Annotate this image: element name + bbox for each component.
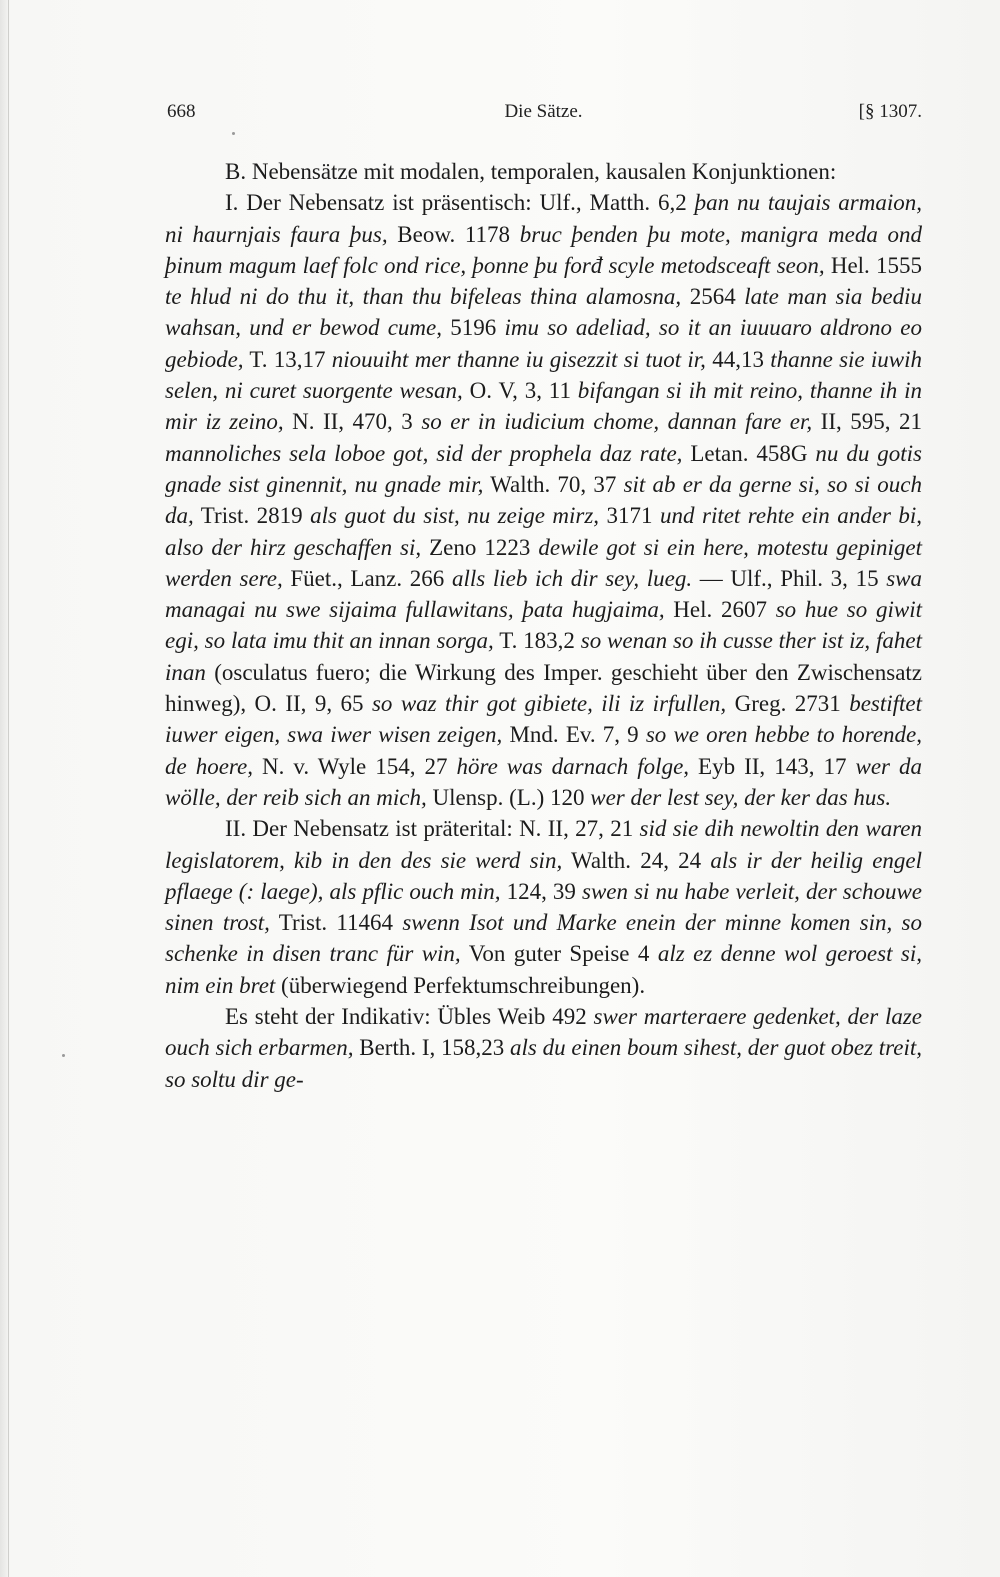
reference-text: 2564 [681, 284, 745, 310]
quotation-text: niouuiht mer thanne iu gisezzit si tuot ir, [331, 346, 706, 372]
quotation-text: imu so adeliad, so it an iuuuaro aldrono eo gebiode, [165, 315, 923, 372]
quotation-text: so hue so giwit egi, so lata imu thit an innan sorga, [165, 597, 922, 654]
quotation-text: wer der lest sey, der ker das hus. [590, 784, 892, 810]
reference-text: Zeno 1223 [421, 534, 539, 560]
quotation-text: nu du gotis gnade sist ginennit, nu gnade mir, [165, 440, 922, 497]
paragraph-para-I [165, 187, 922, 813]
quotation-text: höre was darnach folge, [456, 753, 690, 779]
reference-text: (überwiegend Perfektumschreibungen). [275, 972, 646, 998]
reference-text: Letan. 458G [682, 440, 816, 466]
running-title: Die Sätze. [504, 101, 583, 122]
reference-text: Walth. 24, 24 [562, 847, 711, 873]
quotation-text: als guot du sist, nu zeige mirz, [310, 503, 600, 529]
quotation-text: sid sie dih newoltin den waren legislatorem, kib in den des sie werd sin, [165, 816, 922, 873]
reference-text: 5196 [442, 315, 505, 341]
reference-text: Trist. 2819 [193, 503, 311, 529]
page-edge-shadow [8, 0, 9, 1577]
quotation-text: bifangan si ih mit reino, thanne ih in mir iz zeino, [165, 378, 922, 435]
quotation-text: swa managai nu swe sijaima fullawitans, þata hugjaima, [165, 565, 923, 623]
paragraph-para-indikativ [165, 1001, 922, 1095]
quotation-text: als ir der heilig engel pflaege (: laege), als pflic ouch min, [165, 847, 923, 904]
quotation-text: sit ab er da gerne si, so si ouch da, [165, 471, 922, 529]
reference-text: Beow. 1178 [387, 221, 520, 247]
paragraph-para-II [165, 813, 922, 1001]
reference-text: Es steht der Indikativ: Übles Weib 492 [225, 1004, 594, 1030]
reference-text: I. Der Nebensatz ist präsentisch: Ulf., Matth. 6,2 [225, 190, 695, 216]
reference-text: Walth. 70, 37 [483, 471, 624, 497]
reference-text: II. Der Nebensatz ist präterital: N. II, 27, 21 [225, 816, 640, 842]
reference-text: 124, 39 [500, 878, 583, 904]
quotation-text: dewile got si ein here, motestu gepiniget werden sere, [165, 534, 922, 591]
quotation-text: und ritet rehte ein ander bi, also der hirz geschaffen si, [165, 503, 923, 560]
reference-text: N. II, 470, 3 [283, 409, 422, 435]
quotation-text: alz ez denne wol geroest si, nim ein bret [165, 941, 922, 998]
quotation-text: so wenan so ih cusse ther ist iz, fahet inan [165, 628, 922, 685]
reference-text: Ulensp. (L.) 120 [426, 784, 591, 810]
reference-text: Hel. 1555 [824, 252, 922, 278]
reference-text: II, 595, 21 [812, 409, 923, 435]
reference-text: — Ulf., Phil. 3, 15 [692, 565, 887, 591]
page-number: 668 [167, 101, 196, 122]
reference-text: Von guter Speise 4 [460, 941, 658, 967]
quotation-text: so waz thir got gibiete, ili iz irfullen, [371, 691, 727, 717]
reference-text: N. v. Wyle 154, 27 [253, 753, 457, 779]
quotation-text: mannoliches sela loboe got, sid der prophela daz rate, [165, 440, 683, 466]
paragraph-heading-b [165, 156, 922, 187]
running-header [165, 101, 922, 135]
reference-text: T. 183,2 [493, 628, 581, 654]
print-speck [62, 1054, 65, 1057]
reference-text: B. Nebensätze mit modalen, temporalen, kausalen Konjunktionen: [225, 159, 837, 184]
reference-text: Hel. 2607 [664, 597, 776, 623]
page-body [165, 156, 922, 1095]
reference-text: Füet., Lanz. 266 [282, 565, 452, 591]
quotation-text: als du einen boum sihest, der guot obez treit, so soltu dir ge- [165, 1035, 922, 1092]
quotation-text: late man sia bediu wahsan, und er bewod cume, [165, 284, 923, 341]
print-speck [232, 132, 235, 135]
reference-text: Berth. I, 158,23 [353, 1035, 511, 1061]
quotation-text: wer da wölle, der reib sich an mich, [165, 753, 922, 810]
quotation-text: þan nu taujais armaion, ni haurnjais faura þus, [165, 190, 923, 247]
quotation-text: so we oren hebbe to horende, de hoere, [165, 722, 922, 779]
reference-text: 3171 [599, 503, 661, 529]
section-reference: [§ 1307. [858, 101, 922, 122]
reference-text: T. 13,17 [243, 346, 332, 372]
quotation-text: thanne sie iuwih selen, ni curet suorgente wesan, [165, 346, 923, 404]
quotation-text: alls lieb ich dir sey, lueg. [451, 565, 693, 591]
reference-text: (osculatus fuero; die Wirkung des Imper. geschieht über den Zwischensatz hinweg), O. II, 9, 65 [165, 659, 922, 717]
reference-text: Greg. 2731 [726, 691, 850, 717]
reference-text: 44,13 [705, 346, 771, 372]
quotation-text: swen si nu habe verleit, der schouwe sinen trost, [165, 878, 922, 936]
reference-text: Trist. 11464 [269, 910, 403, 936]
reference-text: Eyb II, 143, 17 [689, 753, 856, 779]
quotation-text: te hlud ni do thu it, than thu bifeleas thina alamosna, [165, 284, 682, 310]
quotation-text: swer marteraere gedenket, der laze ouch sich erbarmen, [165, 1004, 922, 1061]
quotation-text: so er in iudicium chome, dannan fare er, [421, 409, 813, 435]
quotation-text: bruc þenden þu mote, manigra meda ond þinum magum laef folc ond rice, þonne þu forđ scyle metodsceaft seon, [165, 221, 922, 278]
quotation-text: bestiftet iuwer eigen, swa iwer wisen zeigen, [165, 691, 923, 748]
quotation-text: swenn Isot und Marke enein der minne komen sin, so schenke in disen tranc für win, [165, 910, 922, 967]
reference-text: Mnd. Ev. 7, 9 [502, 722, 646, 748]
reference-text: O. V, 3, 11 [462, 378, 578, 404]
